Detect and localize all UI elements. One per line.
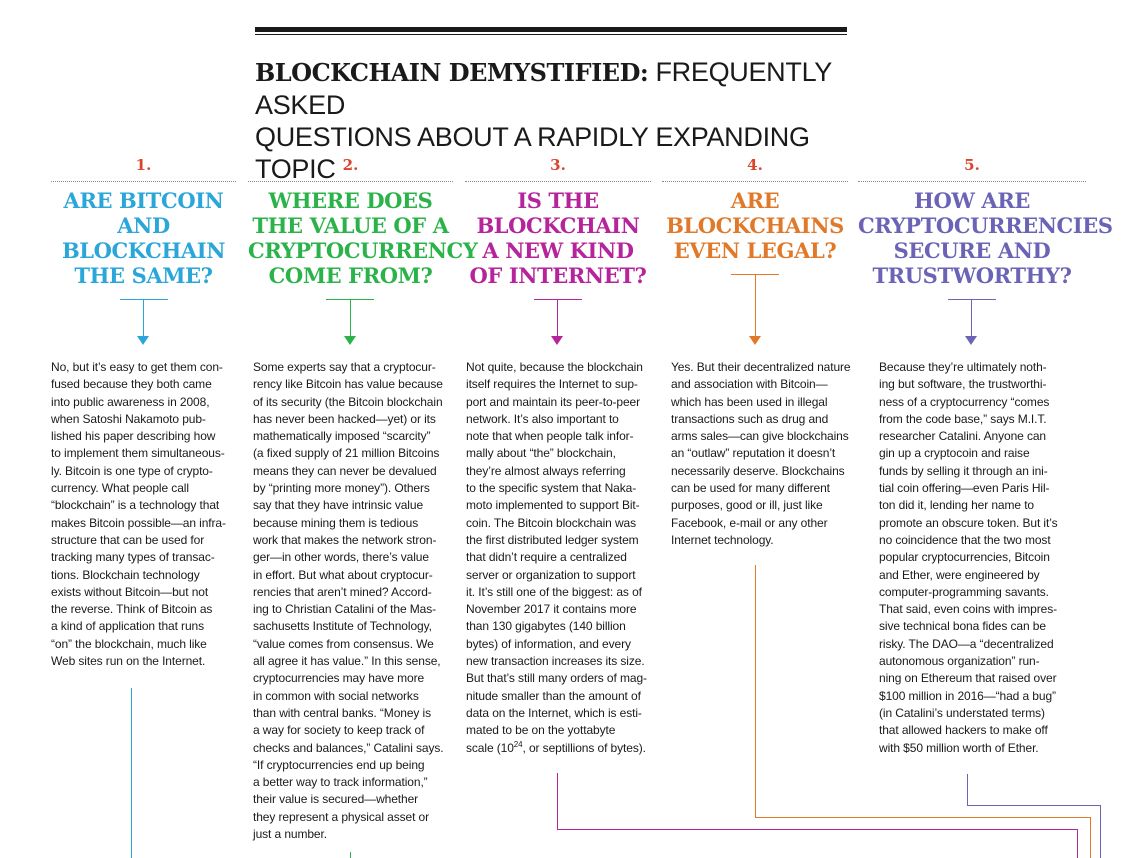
answer-line: (a fixed supply of 21 million Bitcoins <box>253 446 440 461</box>
answer-line: server or organization to support <box>466 567 636 582</box>
question-column-4 <box>662 155 848 263</box>
answer-line: can be used for many different <box>671 481 830 496</box>
arrow-stem <box>143 300 144 338</box>
answer-line: “on” the blockchain, much like <box>51 636 207 651</box>
answer-2 <box>253 359 453 843</box>
answer-line: fused because they both came <box>51 377 212 392</box>
answer-line: coin. The Bitcoin blockchain was <box>466 515 637 530</box>
question-line: IS THE <box>517 188 599 213</box>
question-line: SECURE AND <box>893 238 1051 263</box>
question-number: 1. <box>135 156 152 174</box>
answer-line: “value comes from consensus. We <box>253 636 434 651</box>
answer-line: ning on Ethereum that raised over <box>879 671 1057 686</box>
answer-line: Because they’re ultimately noth- <box>879 360 1047 374</box>
answer-line: it. It’s still one of the biggest: as of <box>466 584 642 599</box>
headline-bold: BLOCKCHAIN DEMYSTIFIED: <box>255 58 649 87</box>
question-title <box>858 188 1113 288</box>
question-column-5 <box>858 155 1113 288</box>
answer-line: currency. What people call <box>51 481 189 496</box>
answer-line: necessarily deserve. Blockchains <box>671 463 845 478</box>
question-line: COME FROM? <box>268 263 433 288</box>
down-arrow-icon <box>965 336 977 345</box>
connector-line-orange-drop <box>1090 817 1091 858</box>
answer-line: rencies that aren’t mined? Accord- <box>253 584 432 599</box>
answer-line: into public awareness in 2008, <box>51 394 210 409</box>
answer-line: Not quite, because the blockchain <box>466 360 643 374</box>
answer-line: when Satoshi Nakamoto pub- <box>51 411 206 426</box>
connector-line-green <box>350 852 351 858</box>
down-arrow-icon <box>137 336 149 345</box>
answer-line: has never been hacked—yet) or its <box>253 411 436 426</box>
arrow-stem <box>755 275 756 338</box>
answer-line: That said, even coins with impres- <box>879 602 1058 617</box>
answer-line: sive technical bona fides can be <box>879 619 1046 634</box>
connector-line-magenta-vertical <box>557 773 558 830</box>
question-line: THE VALUE OF A <box>252 213 449 238</box>
arrow-stem <box>971 300 972 338</box>
question-line: BLOCKCHAINS <box>666 213 844 238</box>
answer-line: an “outlaw” reputation it doesn’t <box>671 446 836 461</box>
headline-light-first: FREQUENTLY ASKED <box>255 57 832 120</box>
answer-line: gin up a cryptocoin and raise <box>879 446 1030 461</box>
connector-line-blue <box>131 688 132 858</box>
question-line: ARE BITCOIN <box>63 188 224 213</box>
question-number: 5. <box>964 156 980 174</box>
answer-line: makes Bitcoin possible—an infra- <box>51 515 226 530</box>
answer-4 <box>671 359 866 549</box>
underline-bar <box>120 299 168 300</box>
arrow-stem <box>350 300 351 338</box>
answer-line: structure that can be used for <box>51 532 205 547</box>
question-line: A NEW KIND <box>482 238 634 263</box>
answer-line: than 130 gigabytes (140 billion <box>466 619 626 634</box>
answer-line: Some experts say that a cryptocur- <box>253 360 436 374</box>
answer-line: autonomous organization” run- <box>879 654 1040 669</box>
answer-line: a better way to track information,” <box>253 775 428 790</box>
arrow-stem <box>557 300 558 338</box>
answer-line: moto implemented to support Bit- <box>466 498 640 513</box>
answer-line: No, but it’s easy to get them con- <box>51 360 223 374</box>
answer-line: they’re almost always referring <box>466 463 626 478</box>
answer-line: all agree it has value.” In this sense, <box>253 654 441 669</box>
question-number: 3. <box>550 156 566 174</box>
answer-line: the reverse. Think of Bitcoin as <box>51 602 213 617</box>
answer-line: cryptocurrencies may have more <box>253 671 425 686</box>
answer-line: ing to Christian Catalini of the Mas- <box>253 602 437 617</box>
question-column-3 <box>465 155 651 288</box>
top-rule-thin <box>255 34 847 35</box>
answer-line: “blockchain” is a technology that <box>51 498 220 513</box>
answer-line: transactions such as drug and <box>671 411 829 426</box>
answer-line: by “printing more money”). Others <box>253 481 430 496</box>
answer-line: mated to be on the yottabyte <box>466 723 616 738</box>
answer-line: they represent a physical asset or <box>253 809 430 824</box>
answer-line: November 2017 it contains more <box>466 602 637 617</box>
answer-line: no coincidence that the two most <box>879 532 1051 547</box>
answer-line: in effort. But what about cryptocur- <box>253 567 433 582</box>
answer-line: ing but software, the trustworthi- <box>879 377 1047 392</box>
question-title <box>662 188 848 263</box>
answer-line: data on the Internet, which is esti- <box>466 705 642 720</box>
answer-line: Facebook, e-mail or any other <box>671 515 828 530</box>
answer-5 <box>879 359 1079 757</box>
question-title <box>248 188 478 288</box>
question-number: 2. <box>342 156 359 174</box>
answer-line: their value is secured—whether <box>253 792 419 807</box>
answer-line: rency like Bitcoin has value because <box>253 377 443 392</box>
question-line: HOW ARE <box>914 188 1030 213</box>
connector-line-orange-horizontal <box>755 817 1090 818</box>
answer-line: a kind of application that runs <box>51 619 204 634</box>
answer-line: which has been used in illegal <box>671 394 828 409</box>
answer-line: tial coin offering—even Paris Hil- <box>879 481 1050 496</box>
connector-line-magenta-drop <box>1077 829 1078 858</box>
underline-bar <box>534 299 582 300</box>
dotted-divider <box>51 181 236 182</box>
answer-line: mathematically imposed “scarcity” <box>253 429 431 444</box>
answer-line: tracking many types of transac- <box>51 550 215 565</box>
answer-text: , or septillions of bytes). <box>522 740 646 755</box>
question-line: OF INTERNET? <box>469 263 647 288</box>
answer-line: port and maintain its peer-to-peer <box>466 394 641 409</box>
answer-1 <box>51 359 241 670</box>
answer-line: and association with Bitcoin— <box>671 377 828 392</box>
answer-line: Internet technology. <box>671 532 774 547</box>
answer-line: checks and balances,” Catalini says. <box>253 740 444 755</box>
question-line: TRUSTWORTHY? <box>872 263 1072 288</box>
question-line: CRYPTOCURRENCY <box>248 238 478 263</box>
connector-line-orange-vertical <box>755 565 756 818</box>
answer-line: say that they have intrinsic value <box>253 498 424 513</box>
answer-line: network. It’s also important to <box>466 411 619 426</box>
answer-line: a way for society to keep track of <box>253 723 425 738</box>
answer-line: Web sites run on the Internet. <box>51 654 206 669</box>
answer-text: scale (10 <box>466 740 514 755</box>
answer-line: lished his paper describing how <box>51 429 216 444</box>
answer-line: nitude smaller than the amount of <box>466 688 641 703</box>
answer-line: tions. Blockchain technology <box>51 567 200 582</box>
dotted-divider <box>248 181 453 182</box>
answer-line: means they can never be devalued <box>253 463 437 478</box>
answer-line: new transaction increases its size. <box>466 654 645 669</box>
dotted-divider <box>662 181 848 182</box>
answer-line: work that makes the network stron- <box>253 532 437 547</box>
question-line: ARE <box>730 188 780 213</box>
question-title <box>465 188 651 288</box>
answer-line: the first distributed ledger system <box>466 532 639 547</box>
answer-line: that allowed hackers to make off <box>879 723 1048 738</box>
down-arrow-icon <box>344 336 356 345</box>
dotted-divider <box>858 181 1086 182</box>
question-line: EVEN LEGAL? <box>673 238 837 263</box>
answer-line: ness of a cryptocurrency “comes <box>879 394 1050 409</box>
answer-line: arms sales—can give blockchains <box>671 429 849 444</box>
answer-line: But that’s still many orders of mag- <box>466 671 647 686</box>
answer-line: risky. The DAO—a “decentralized <box>879 636 1054 651</box>
answer-line: popular cryptocurrencies, Bitcoin <box>879 550 1050 565</box>
question-line: BLOCKCHAIN <box>61 238 226 263</box>
question-line: BLOCKCHAIN <box>476 213 640 238</box>
answer-line: than with central banks. “Money is <box>253 705 432 720</box>
answer-line: bytes) of information, and every <box>466 636 631 651</box>
answer-line: in common with social networks <box>253 688 419 703</box>
answer-line: $100 million in 2016—“had a bug” <box>879 688 1056 703</box>
exponent: 24 <box>513 739 523 749</box>
connector-line-magenta-horizontal <box>557 829 1077 830</box>
answer-line: purposes, good or ill, just like <box>671 498 823 513</box>
answer-line: funds by selling it through an ini- <box>879 463 1048 478</box>
answer-line: because mining them is tedious <box>253 515 419 530</box>
connector-line-purple-drop <box>1100 805 1101 858</box>
answer-line: to implement them simultaneous- <box>51 446 225 461</box>
answer-line: just a number. <box>253 827 327 842</box>
answer-line: of its security (the Bitcoin blockchain <box>253 394 443 409</box>
answer-line <box>466 740 661 757</box>
answer-line: sachusetts Institute of Technology, <box>253 619 432 634</box>
question-number: 4. <box>747 156 763 174</box>
answer-line: “If cryptocurrencies end up being <box>253 757 425 772</box>
headline-light-second: QUESTIONS ABOUT A RAPIDLY EXPANDING TOPIC <box>255 122 810 184</box>
answer-line: (in Catalini’s understated terms) <box>879 705 1045 720</box>
question-column-2 <box>248 155 478 288</box>
question-column-1 <box>51 155 236 288</box>
top-rule <box>255 27 847 32</box>
dotted-divider <box>465 181 651 182</box>
answer-line: and Ether, were engineered by <box>879 567 1040 582</box>
answer-line: ger—in other words, there’s value <box>253 550 429 565</box>
down-arrow-icon <box>551 336 563 345</box>
question-line: THE SAME? <box>74 263 213 288</box>
answer-line: researcher Catalini. Anyone can <box>879 429 1046 444</box>
answer-line: with $50 million worth of Ether. <box>879 740 1039 755</box>
underline-bar <box>948 299 996 300</box>
answer-line: from the code base,” says M.I.T. <box>879 411 1047 426</box>
answer-line: exists without Bitcoin—but not <box>51 584 209 599</box>
answer-line: mally about “the” blockchain, <box>466 446 616 461</box>
answer-line: note that when people talk infor- <box>466 429 634 444</box>
down-arrow-icon <box>749 336 761 345</box>
answer-line: promote an obscure token. But it’s <box>879 515 1058 530</box>
question-title <box>51 188 236 288</box>
answer-line: to the specific system that Naka- <box>466 481 637 496</box>
question-line: CRYPTOCURRENCIES <box>858 213 1113 238</box>
connector-line-purple-horizontal <box>967 805 1101 806</box>
question-line: WHERE DOES <box>268 188 433 213</box>
answer-line: ly. Bitcoin is one type of crypto- <box>51 463 213 478</box>
answer-line: that didn’t require a centralized <box>466 550 627 565</box>
answer-line: computer-programming savants. <box>879 584 1049 599</box>
answer-line: Yes. But their decentralized nature <box>671 360 851 374</box>
question-line: AND <box>117 213 170 238</box>
connector-line-purple-vertical <box>967 774 968 806</box>
answer-line: ton did it, lending her name to <box>879 498 1035 513</box>
answer-3 <box>466 359 661 757</box>
answer-line: itself requires the Internet to sup- <box>466 377 638 392</box>
